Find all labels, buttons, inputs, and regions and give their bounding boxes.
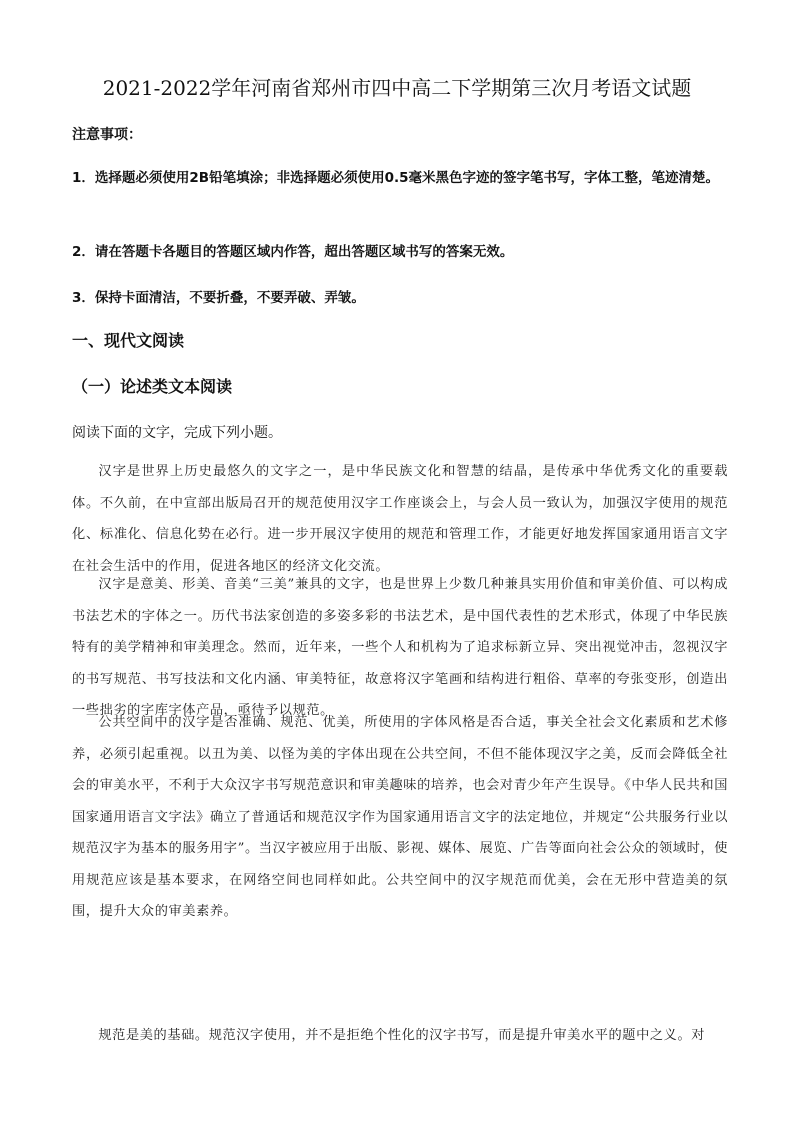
section-heading: 一、现代文阅读 [72,331,185,350]
passage-paragraph-2: 汉字是意美、形美、音美“三美”兼具的文字，也是世界上少数几种兼具实用价值和审美价值、可以构成书法艺术的字体之一。历代书法家创造的多姿多彩的书法艺术，是中国代表性的艺术形式，体现了中华民族特有的美学精神和审美理念。然而，近年来，一些个人和机构为了追求标新立异、突出视觉冲击，忽视汉字的书写规范、书写技法和文化内涵、审美特征，故意将汉字笔画和结构进行粗俗、草率的夸张变形，创造出一些拙劣的字库字体产品，亟待予以规范。 [72,577,728,718]
notice-item-3: 3．保持卡面清洁，不要折叠，不要弄破、弄皱。 [72,290,365,306]
page-title: 2021-2022学年河南省郑州市四中高二下学期第三次月考语文试题 [102,76,692,100]
notice-heading: 注意事项： [72,127,142,143]
subsection-heading: （一）论述类文本阅读 [72,377,233,396]
passage-paragraph-1: 汉字是世界上历史最悠久的文字之一，是中华民族文化和智慧的结晶，是传承中华优秀文化的重要载体。不久前，在中宣部出版局召开的规范使用汉字工作座谈会上，与会人员一致认为，加强汉字使用的规范化、标准化、信息化势在必行。进一步开展汉字使用的规范和管理工作，才能更好地发挥国家通用语言文字在社会生活中的作用，促进各地区的经济文化交流。 [72,464,728,574]
passage-paragraph-4: 规范是美的基础。规范汉字使用，并不是拒绝个性化的汉字书写，而是提升审美水平的题中之义。对 [98,1028,706,1043]
notice-item-1: 1．选择题必须使用2B铅笔填涂；非选择题必须使用0.5毫米黑色字迹的签字笔书写，字体工整，笔迹清楚。 [72,170,719,186]
passage-paragraph-3: 公共空间中的汉字是否准确、规范、优美，所使用的字体风格是否合适，事关全社会文化素质和艺术修养，必须引起重视。以丑为美、以怪为美的字体出现在公共空间，不但不能体现汉字之美，反而会降低全社会的审美水平，不利于大众汉字书写规范意识和审美趣味的培养，也会对青少年产生误导。《中华人民共和国国家通用语言文字法》确立了普通话和规范汉字作为国家通用语言文字的法定地位，并规定“公共服务行业以规范汉字为基本的服务用字”。当汉字被应用于出版、影视、媒体、展览、广告等面向社会公众的领域时，使用规范应该是基本要求，在网络空间也同样如此。公共空间中的汉字规范而优美，会在无形中营造美的氛围，提升大众的审美素养。 [72,715,728,919]
reading-instruction: 阅读下面的文字，完成下列小题。 [72,425,282,441]
notice-item-2: 2．请在答题卡各题目的答题区域内作答，超出答题区域书写的答案无效。 [72,244,514,260]
